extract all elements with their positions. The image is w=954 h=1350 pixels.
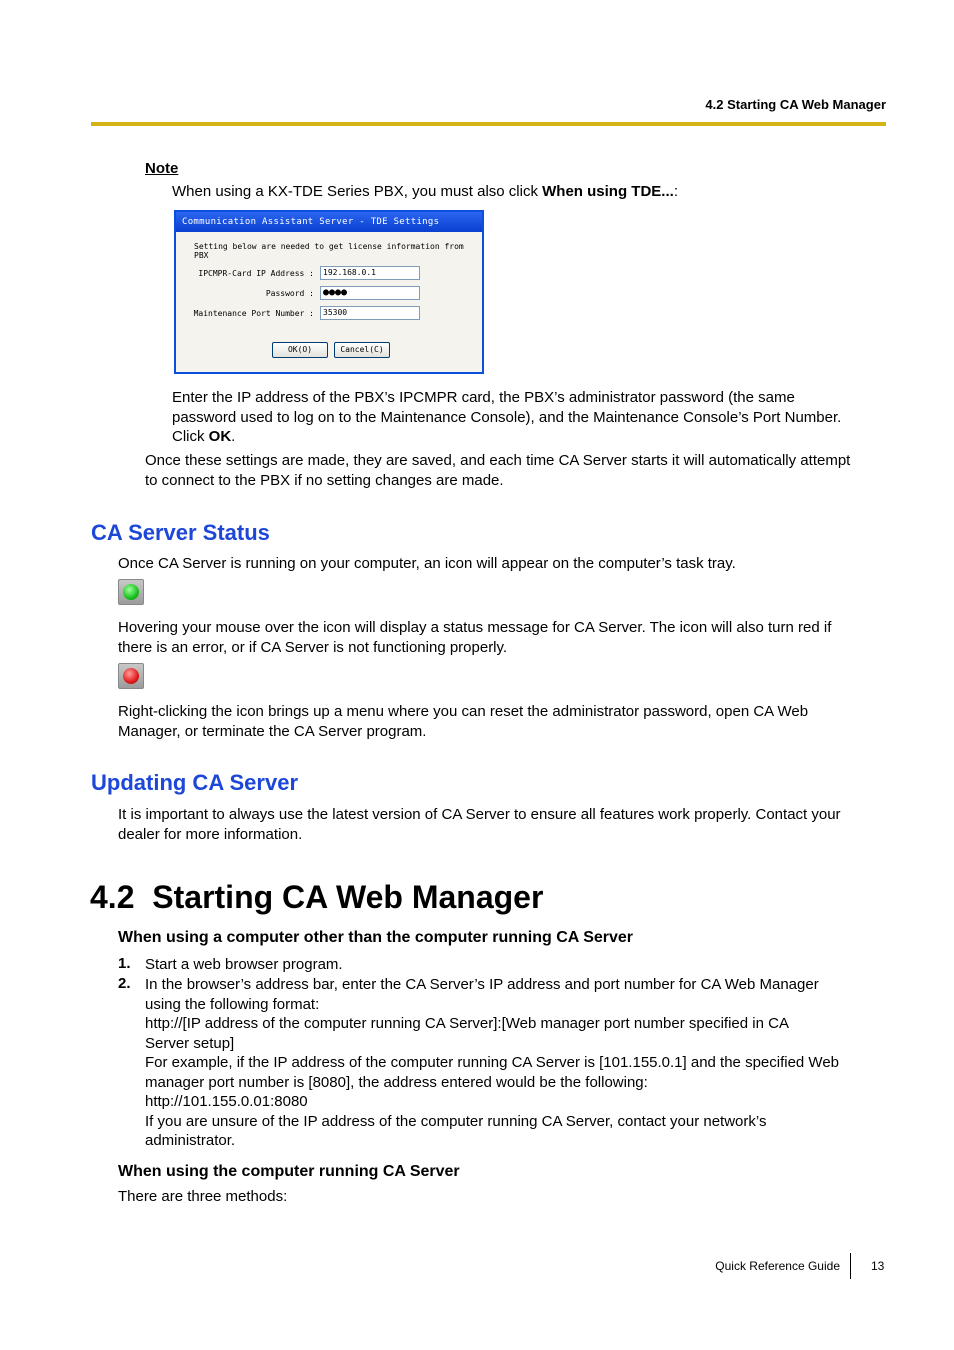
password-label: Password : (265, 289, 314, 298)
step-number: 1. (118, 955, 131, 972)
note-line: Enter the IP address of the PBX’s IPCMPR card, the PBX’s administrator password (the same (172, 389, 795, 406)
note-label: Note (145, 160, 179, 177)
header-rule (91, 122, 886, 126)
cancel-button[interactable]: Cancel(C) (334, 342, 390, 358)
step-line: Server setup] (145, 1034, 235, 1052)
tde-settings-dialog (174, 210, 484, 374)
subheading-other-computer: When using a computer other than the computer running CA Server (118, 929, 634, 946)
footer-divider (850, 1253, 851, 1279)
step-line: http://[IP address of the computer running CA Server]:[Web manager port number specified in CA (145, 1015, 789, 1032)
step-line: For example, if the IP address of the computer running CA Server is [101.155.0.1] and the specified Web (145, 1054, 840, 1071)
footer-guide-title: Quick Reference Guide (715, 1259, 840, 1273)
page-number: 13 (871, 1259, 885, 1273)
paragraph-line: It is important to always use the latest version of CA Server to ensure all features work properly. Contact your (118, 806, 841, 823)
dialog-title: Communication Assistant Server - TDE Settings (176, 212, 482, 232)
update-paragraph (118, 805, 841, 844)
green-dot (123, 584, 139, 600)
running-header: 4.2 Starting CA Web Manager (705, 97, 886, 112)
settings-saved-paragraph (145, 451, 850, 490)
paragraph-line: there is an error, or if CA Server is not functioning properly. (118, 638, 508, 656)
red-status-icon (118, 663, 144, 689)
step-1-text: Start a web browser program. (145, 956, 343, 973)
note-line: password used to log on to the Maintenance Console), and the Maintenance Console’s Port Number. (172, 408, 842, 426)
password-field[interactable]: ●●●● (320, 286, 420, 300)
status-paragraph-3 (118, 702, 808, 741)
note-line-end: . (231, 428, 236, 445)
port-number-field[interactable]: 35300 (320, 306, 420, 320)
methods-text: There are three methods: (118, 1188, 288, 1205)
port-number-label: Maintenance Port Number : (193, 309, 314, 318)
note-intro (172, 182, 678, 202)
note-line (172, 427, 841, 447)
ip-address-field[interactable]: 192.168.0.1 (320, 266, 420, 280)
paragraph-line: Once these settings are made, they are saved, and each time CA Server starts it will automatically attempt (145, 452, 851, 469)
step-line: manager port number is [8080], the address entered would be the following: (145, 1073, 648, 1091)
paragraph-line: to connect to the PBX if no setting changes are made. (145, 471, 504, 489)
status-heading: CA Server Status (91, 520, 270, 545)
note-line-bold: OK (208, 428, 232, 445)
ok-button[interactable]: OK(O) (272, 342, 328, 358)
step-line: In the browser’s address bar, enter the CA Server’s IP address and port number for CA Web Manager (145, 976, 819, 993)
step-number: 2. (118, 975, 131, 992)
update-heading: Updating CA Server (91, 770, 299, 795)
dialog-body (176, 232, 482, 372)
paragraph-line: dealer for more information. (118, 825, 303, 843)
step-2-text (145, 975, 839, 1151)
note-intro-text: When using a KX-TDE Series PBX, you must also click (172, 183, 543, 200)
step-line: using the following format: (145, 995, 320, 1013)
step-line: If you are unsure of the IP address of the computer running CA Server, contact your network’s (145, 1112, 767, 1130)
note-intro-bold: When using TDE... (542, 183, 674, 200)
paragraph-line: Manager, or terminate the CA Server program. (118, 722, 427, 740)
note-line-text: Click (172, 428, 209, 445)
step-line: administrator. (145, 1132, 236, 1149)
status-paragraph-2 (118, 618, 831, 657)
section-heading: 4.2 Starting CA Web Manager (90, 879, 544, 915)
status-paragraph-1: Once CA Server is running on your computer, an icon will appear on the computer’s task tray. (118, 555, 736, 572)
paragraph-line: Right-clicking the icon brings up a menu where you can reset the administrator password, open CA Web (118, 703, 809, 720)
step-line: http://101.155.0.01:8080 (145, 1093, 308, 1110)
note-instructions (172, 388, 841, 447)
ip-address-label: IPCMPR-Card IP Address : (198, 269, 314, 278)
green-status-icon (118, 579, 144, 605)
dialog-intro: Setting below are needed to get license information from PBX (194, 242, 464, 260)
note-intro-end: : (673, 183, 678, 200)
paragraph-line: Hovering your mouse over the icon will display a status message for CA Server. The icon will also turn red if (118, 619, 832, 636)
subheading-same-computer: When using the computer running CA Server (118, 1163, 460, 1180)
red-dot (123, 668, 139, 684)
